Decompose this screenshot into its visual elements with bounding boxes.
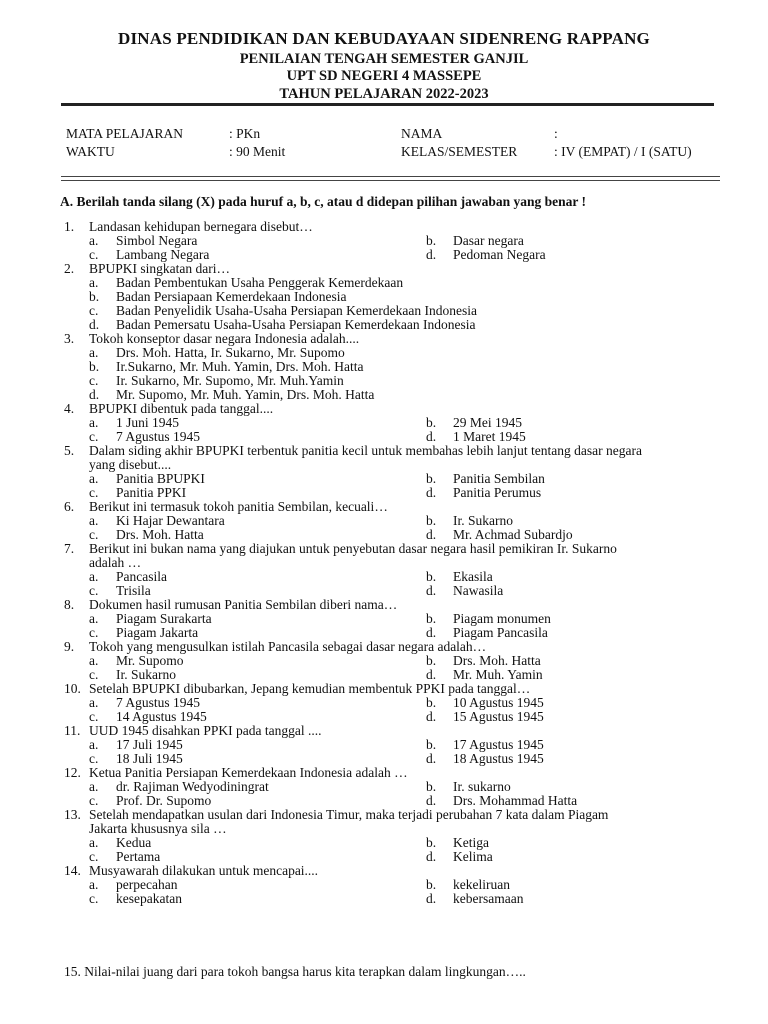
option-row xyxy=(0,514,768,528)
option-row xyxy=(0,570,768,584)
option-text: 29 Mei 1945 xyxy=(453,415,522,430)
option-letter: c. xyxy=(89,583,99,598)
question-number: 12. xyxy=(64,765,81,780)
question-text-continued: adalah … xyxy=(89,555,142,570)
question-item xyxy=(0,220,768,262)
option-text: Ekasila xyxy=(453,569,493,584)
option-row xyxy=(0,836,768,850)
question-item xyxy=(0,640,768,682)
option-letter: a. xyxy=(89,611,99,626)
option-row xyxy=(0,710,768,724)
option-text: Prof. Dr. Supomo xyxy=(116,793,212,808)
option-letter: d. xyxy=(426,751,437,766)
option-row xyxy=(0,612,768,626)
option-row xyxy=(0,528,768,542)
question-number: 4. xyxy=(64,401,75,416)
option-text: Mr. Supomo, Mr. Muh. Yamin, Drs. Moh. Hatta xyxy=(116,387,375,402)
option-row xyxy=(0,304,768,318)
option-text: Drs. Moh. Hatta xyxy=(453,653,541,668)
option-text: Ir. sukarno xyxy=(453,779,511,794)
question-item xyxy=(0,542,768,598)
option-letter: b. xyxy=(426,471,437,486)
option-letter: a. xyxy=(89,233,99,248)
option-text: 1 Juni 1945 xyxy=(116,415,180,430)
option-row xyxy=(0,668,768,682)
name-value: : xyxy=(554,126,558,141)
exam-title: PENILAIAN TENGAH SEMESTER GANJIL xyxy=(239,51,529,67)
name-label: NAMA xyxy=(401,126,443,141)
option-letter: a. xyxy=(89,779,99,794)
question-stem xyxy=(0,682,768,696)
question-item xyxy=(0,402,768,444)
question-stem-continued xyxy=(0,556,768,570)
option-text: perpecahan xyxy=(116,877,178,892)
question-number: 13. xyxy=(64,807,81,822)
option-letter: c. xyxy=(89,793,99,808)
question-stem xyxy=(0,542,768,556)
option-text: Ir. Sukarno, Mr. Supomo, Mr. Muh.Yamin xyxy=(116,373,344,388)
question-number: 6. xyxy=(64,499,75,514)
question-number: 14. xyxy=(64,863,81,878)
option-row xyxy=(0,794,768,808)
option-text: Pancasila xyxy=(116,569,167,584)
option-text: 10 Agustus 1945 xyxy=(453,695,544,710)
option-row xyxy=(0,290,768,304)
question-number: 2. xyxy=(64,261,75,276)
option-text: Ir.Sukarno, Mr. Muh. Yamin, Drs. Moh. Hatta xyxy=(116,359,364,374)
option-text: Ir. Sukarno xyxy=(453,513,513,528)
option-letter: d. xyxy=(426,709,437,724)
option-text: dr. Rajiman Wedyodiningrat xyxy=(116,779,269,794)
question-item xyxy=(0,262,768,332)
question-text: Dalam siding akhir BPUPKI terbentuk panitia kecil untuk membahas lebih lanjut tentang dasar negara xyxy=(89,443,642,458)
option-letter: d. xyxy=(89,387,100,402)
question-text: UUD 1945 disahkan PPKI pada tanggal .... xyxy=(89,723,322,738)
question-text-continued: yang disebut.... xyxy=(89,457,172,472)
info-row-1 xyxy=(0,125,768,143)
option-letter: a. xyxy=(89,513,99,528)
option-letter: c. xyxy=(89,849,99,864)
question-text: Tokoh yang mengusulkan istilah Pancasila sebagai dasar negara adalah… xyxy=(89,639,487,654)
question-text: Setelah BPUPKI dibubarkan, Jepang kemudian membentuk PPKI pada tanggal… xyxy=(89,681,531,696)
question-stem xyxy=(0,262,768,276)
option-row xyxy=(0,346,768,360)
option-text: 14 Agustus 1945 xyxy=(116,709,207,724)
option-text: Ir. Sukarno xyxy=(116,667,176,682)
question-stem xyxy=(0,332,768,346)
option-text: Dasar negara xyxy=(453,233,524,248)
question-number: 5. xyxy=(64,443,75,458)
question-item xyxy=(0,332,768,402)
option-letter: b. xyxy=(426,877,437,892)
option-letter: a. xyxy=(89,569,99,584)
option-row xyxy=(0,780,768,794)
question-item xyxy=(0,808,768,864)
question-stem xyxy=(0,598,768,612)
option-text: Nawasila xyxy=(453,583,504,598)
option-text: Mr. Muh. Yamin xyxy=(453,667,543,682)
question-stem xyxy=(0,444,768,458)
option-row xyxy=(0,234,768,248)
option-row xyxy=(0,696,768,710)
option-letter: b. xyxy=(89,359,100,374)
option-letter: d. xyxy=(426,667,437,682)
question-text: Berikut ini termasuk tokoh panitia Sembilan, kecuali… xyxy=(89,499,388,514)
option-letter: b. xyxy=(426,835,437,850)
question-text-continued: Jakarta khususnya sila … xyxy=(89,821,227,836)
option-text: Panitia Perumus xyxy=(453,485,542,500)
option-row xyxy=(0,360,768,374)
question-number: 9. xyxy=(64,639,75,654)
option-letter: b. xyxy=(426,415,437,430)
option-row xyxy=(0,654,768,668)
option-letter: d. xyxy=(89,317,100,332)
option-text: Panitia PPKI xyxy=(116,485,187,500)
option-row xyxy=(0,416,768,430)
option-text: 1 Maret 1945 xyxy=(453,429,526,444)
option-letter: d. xyxy=(426,793,437,808)
option-text: Drs. Moh. Hatta xyxy=(116,527,204,542)
question-stem xyxy=(0,402,768,416)
option-text: 15 Agustus 1945 xyxy=(453,709,544,724)
option-text: Kelima xyxy=(453,849,493,864)
question-text: Ketua Panitia Persiapan Kemerdekaan Indonesia adalah … xyxy=(89,765,408,780)
option-text: Ki Hajar Dewantara xyxy=(116,513,225,528)
year-title: TAHUN PELAJARAN 2022-2023 xyxy=(279,86,489,102)
option-text: Badan Persiapaan Kemerdekaan Indonesia xyxy=(116,289,347,304)
option-text: Drs. Mohammad Hatta xyxy=(453,793,578,808)
option-letter: c. xyxy=(89,429,99,444)
info-rule xyxy=(61,176,720,181)
subject-label: MATA PELAJARAN xyxy=(66,126,184,141)
info-row-2 xyxy=(0,143,768,161)
option-letter: c. xyxy=(89,527,99,542)
option-text: Panitia BPUPKI xyxy=(116,471,205,486)
question-stem-continued xyxy=(0,822,768,836)
option-letter: c. xyxy=(89,247,99,262)
option-text: 17 Juli 1945 xyxy=(116,737,183,752)
option-text: 18 Agustus 1945 xyxy=(453,751,544,766)
question-number: 11. xyxy=(64,723,81,738)
option-letter: d. xyxy=(426,527,437,542)
option-text: kesepakatan xyxy=(116,891,182,906)
option-letter: b. xyxy=(426,513,437,528)
option-letter: d. xyxy=(426,485,437,500)
option-row xyxy=(0,472,768,486)
question-number: 1. xyxy=(64,219,75,234)
question-stem xyxy=(0,724,768,738)
option-letter: c. xyxy=(89,625,99,640)
option-letter: b. xyxy=(426,611,437,626)
option-letter: a. xyxy=(89,415,99,430)
question-number: 8. xyxy=(64,597,75,612)
class-label: KELAS/SEMESTER xyxy=(401,144,518,159)
question-item xyxy=(0,444,768,500)
option-text: Lambang Negara xyxy=(116,247,210,262)
question-number: 7. xyxy=(64,541,75,556)
option-letter: b. xyxy=(89,289,100,304)
option-row xyxy=(0,892,768,906)
option-row xyxy=(0,388,768,402)
option-text: kekeliruan xyxy=(453,877,510,892)
option-letter: b. xyxy=(426,233,437,248)
option-row xyxy=(0,430,768,444)
option-letter: c. xyxy=(89,303,99,318)
option-text: 7 Agustus 1945 xyxy=(116,695,201,710)
option-letter: d. xyxy=(426,891,437,906)
question-15: 15. Nilai-nilai juang dari para tokoh bangsa harus kita terapkan dalam lingkungan….. xyxy=(64,964,526,979)
option-text: Kedua xyxy=(116,835,152,850)
section-instruction: A. Berilah tanda silang (X) pada huruf a, b, c, atau d didepan pilihan jawaban yang benar ! xyxy=(60,194,586,209)
option-letter: b. xyxy=(426,653,437,668)
option-text: 7 Agustus 1945 xyxy=(116,429,201,444)
option-letter: d. xyxy=(426,849,437,864)
option-row xyxy=(0,276,768,290)
question-number: 10. xyxy=(64,681,81,696)
option-text: Simbol Negara xyxy=(116,233,198,248)
option-text: Piagam Jakarta xyxy=(116,625,199,640)
question-stem xyxy=(0,864,768,878)
school-title: UPT SD NEGERI 4 MASSEPE xyxy=(286,68,482,84)
option-letter: d. xyxy=(426,625,437,640)
question-stem-continued xyxy=(0,458,768,472)
question-text: BPUPKI singkatan dari… xyxy=(89,261,230,276)
option-text: Panitia Sembilan xyxy=(453,471,545,486)
option-letter: c. xyxy=(89,485,99,500)
option-text: Drs. Moh. Hatta, Ir. Sukarno, Mr. Supomo xyxy=(116,345,345,360)
option-text: Ketiga xyxy=(453,835,489,850)
question-stem xyxy=(0,220,768,234)
question-item xyxy=(0,682,768,724)
question-item xyxy=(0,598,768,640)
option-letter: a. xyxy=(89,653,99,668)
question-item xyxy=(0,500,768,542)
option-text: Mr. Achmad Subardjo xyxy=(453,527,573,542)
class-value: : IV (EMPAT) / I (SATU) xyxy=(554,144,692,159)
question-item xyxy=(0,724,768,766)
question-text: Tokoh konseptor dasar negara Indonesia adalah.... xyxy=(89,331,360,346)
question-number: 3. xyxy=(64,331,75,346)
option-text: Pedoman Negara xyxy=(453,247,546,262)
option-text: Piagam Surakarta xyxy=(116,611,212,626)
question-text: Setelah mendapatkan usulan dari Indonesia Timur, maka terjadi perubahan 7 kata dalam Piagam xyxy=(89,807,609,822)
question-text: Landasan kehidupan bernegara disebut… xyxy=(89,219,313,234)
option-row xyxy=(0,850,768,864)
header-rule xyxy=(61,103,714,106)
option-text: Mr. Supomo xyxy=(116,653,184,668)
time-label: WAKTU xyxy=(66,144,115,159)
option-letter: b. xyxy=(426,569,437,584)
option-letter: c. xyxy=(89,373,99,388)
question-text: BPUPKI dibentuk pada tanggal.... xyxy=(89,401,274,416)
question-stem xyxy=(0,808,768,822)
option-letter: c. xyxy=(89,667,99,682)
option-text: Trisila xyxy=(116,583,151,598)
option-row xyxy=(0,626,768,640)
option-letter: a. xyxy=(89,695,99,710)
option-letter: d. xyxy=(426,247,437,262)
option-row xyxy=(0,374,768,388)
option-letter: d. xyxy=(426,583,437,598)
option-letter: c. xyxy=(89,751,99,766)
question-item xyxy=(0,864,768,906)
question-stem xyxy=(0,640,768,654)
option-letter: c. xyxy=(89,891,99,906)
option-row xyxy=(0,738,768,752)
option-row xyxy=(0,878,768,892)
time-value: : 90 Menit xyxy=(229,144,286,159)
option-text: 17 Agustus 1945 xyxy=(453,737,544,752)
option-letter: a. xyxy=(89,737,99,752)
option-letter: b. xyxy=(426,737,437,752)
question-item xyxy=(0,766,768,808)
question-stem xyxy=(0,500,768,514)
option-letter: a. xyxy=(89,877,99,892)
option-text: Badan Pembentukan Usaha Penggerak Kemerdekaan xyxy=(116,275,404,290)
option-row xyxy=(0,584,768,598)
option-row xyxy=(0,486,768,500)
option-row xyxy=(0,752,768,766)
subject-value: : PKn xyxy=(229,126,261,141)
option-text: kebersamaan xyxy=(453,891,524,906)
option-row xyxy=(0,318,768,332)
option-text: Piagam monumen xyxy=(453,611,551,626)
question-text: Musyawarah dilakukan untuk mencapai.... xyxy=(89,863,319,878)
option-letter: b. xyxy=(426,779,437,794)
question-list xyxy=(0,220,768,906)
question-text: Berikut ini bukan nama yang diajukan untuk penyebutan dasar negara hasil pemikiran Ir. Sukarno xyxy=(89,541,617,556)
option-letter: a. xyxy=(89,835,99,850)
option-text: 18 Juli 1945 xyxy=(116,751,183,766)
option-letter: d. xyxy=(426,429,437,444)
option-letter: a. xyxy=(89,471,99,486)
option-text: Piagam Pancasila xyxy=(453,625,548,640)
question-text: Dokumen hasil rumusan Panitia Sembilan diberi nama… xyxy=(89,597,398,612)
option-letter: c. xyxy=(89,709,99,724)
option-letter: a. xyxy=(89,275,99,290)
agency-title: DINAS PENDIDIKAN DAN KEBUDAYAAN SIDENRENG RAPPANG xyxy=(118,29,650,48)
option-row xyxy=(0,248,768,262)
option-text: Badan Pemersatu Usaha-Usaha Persiapan Kemerdekaan Indonesia xyxy=(116,317,476,332)
option-text: Pertama xyxy=(116,849,161,864)
question-stem xyxy=(0,766,768,780)
option-letter: b. xyxy=(426,695,437,710)
option-text: Badan Penyelidik Usaha-Usaha Persiapan Kemerdekaan Indonesia xyxy=(116,303,477,318)
option-letter: a. xyxy=(89,345,99,360)
